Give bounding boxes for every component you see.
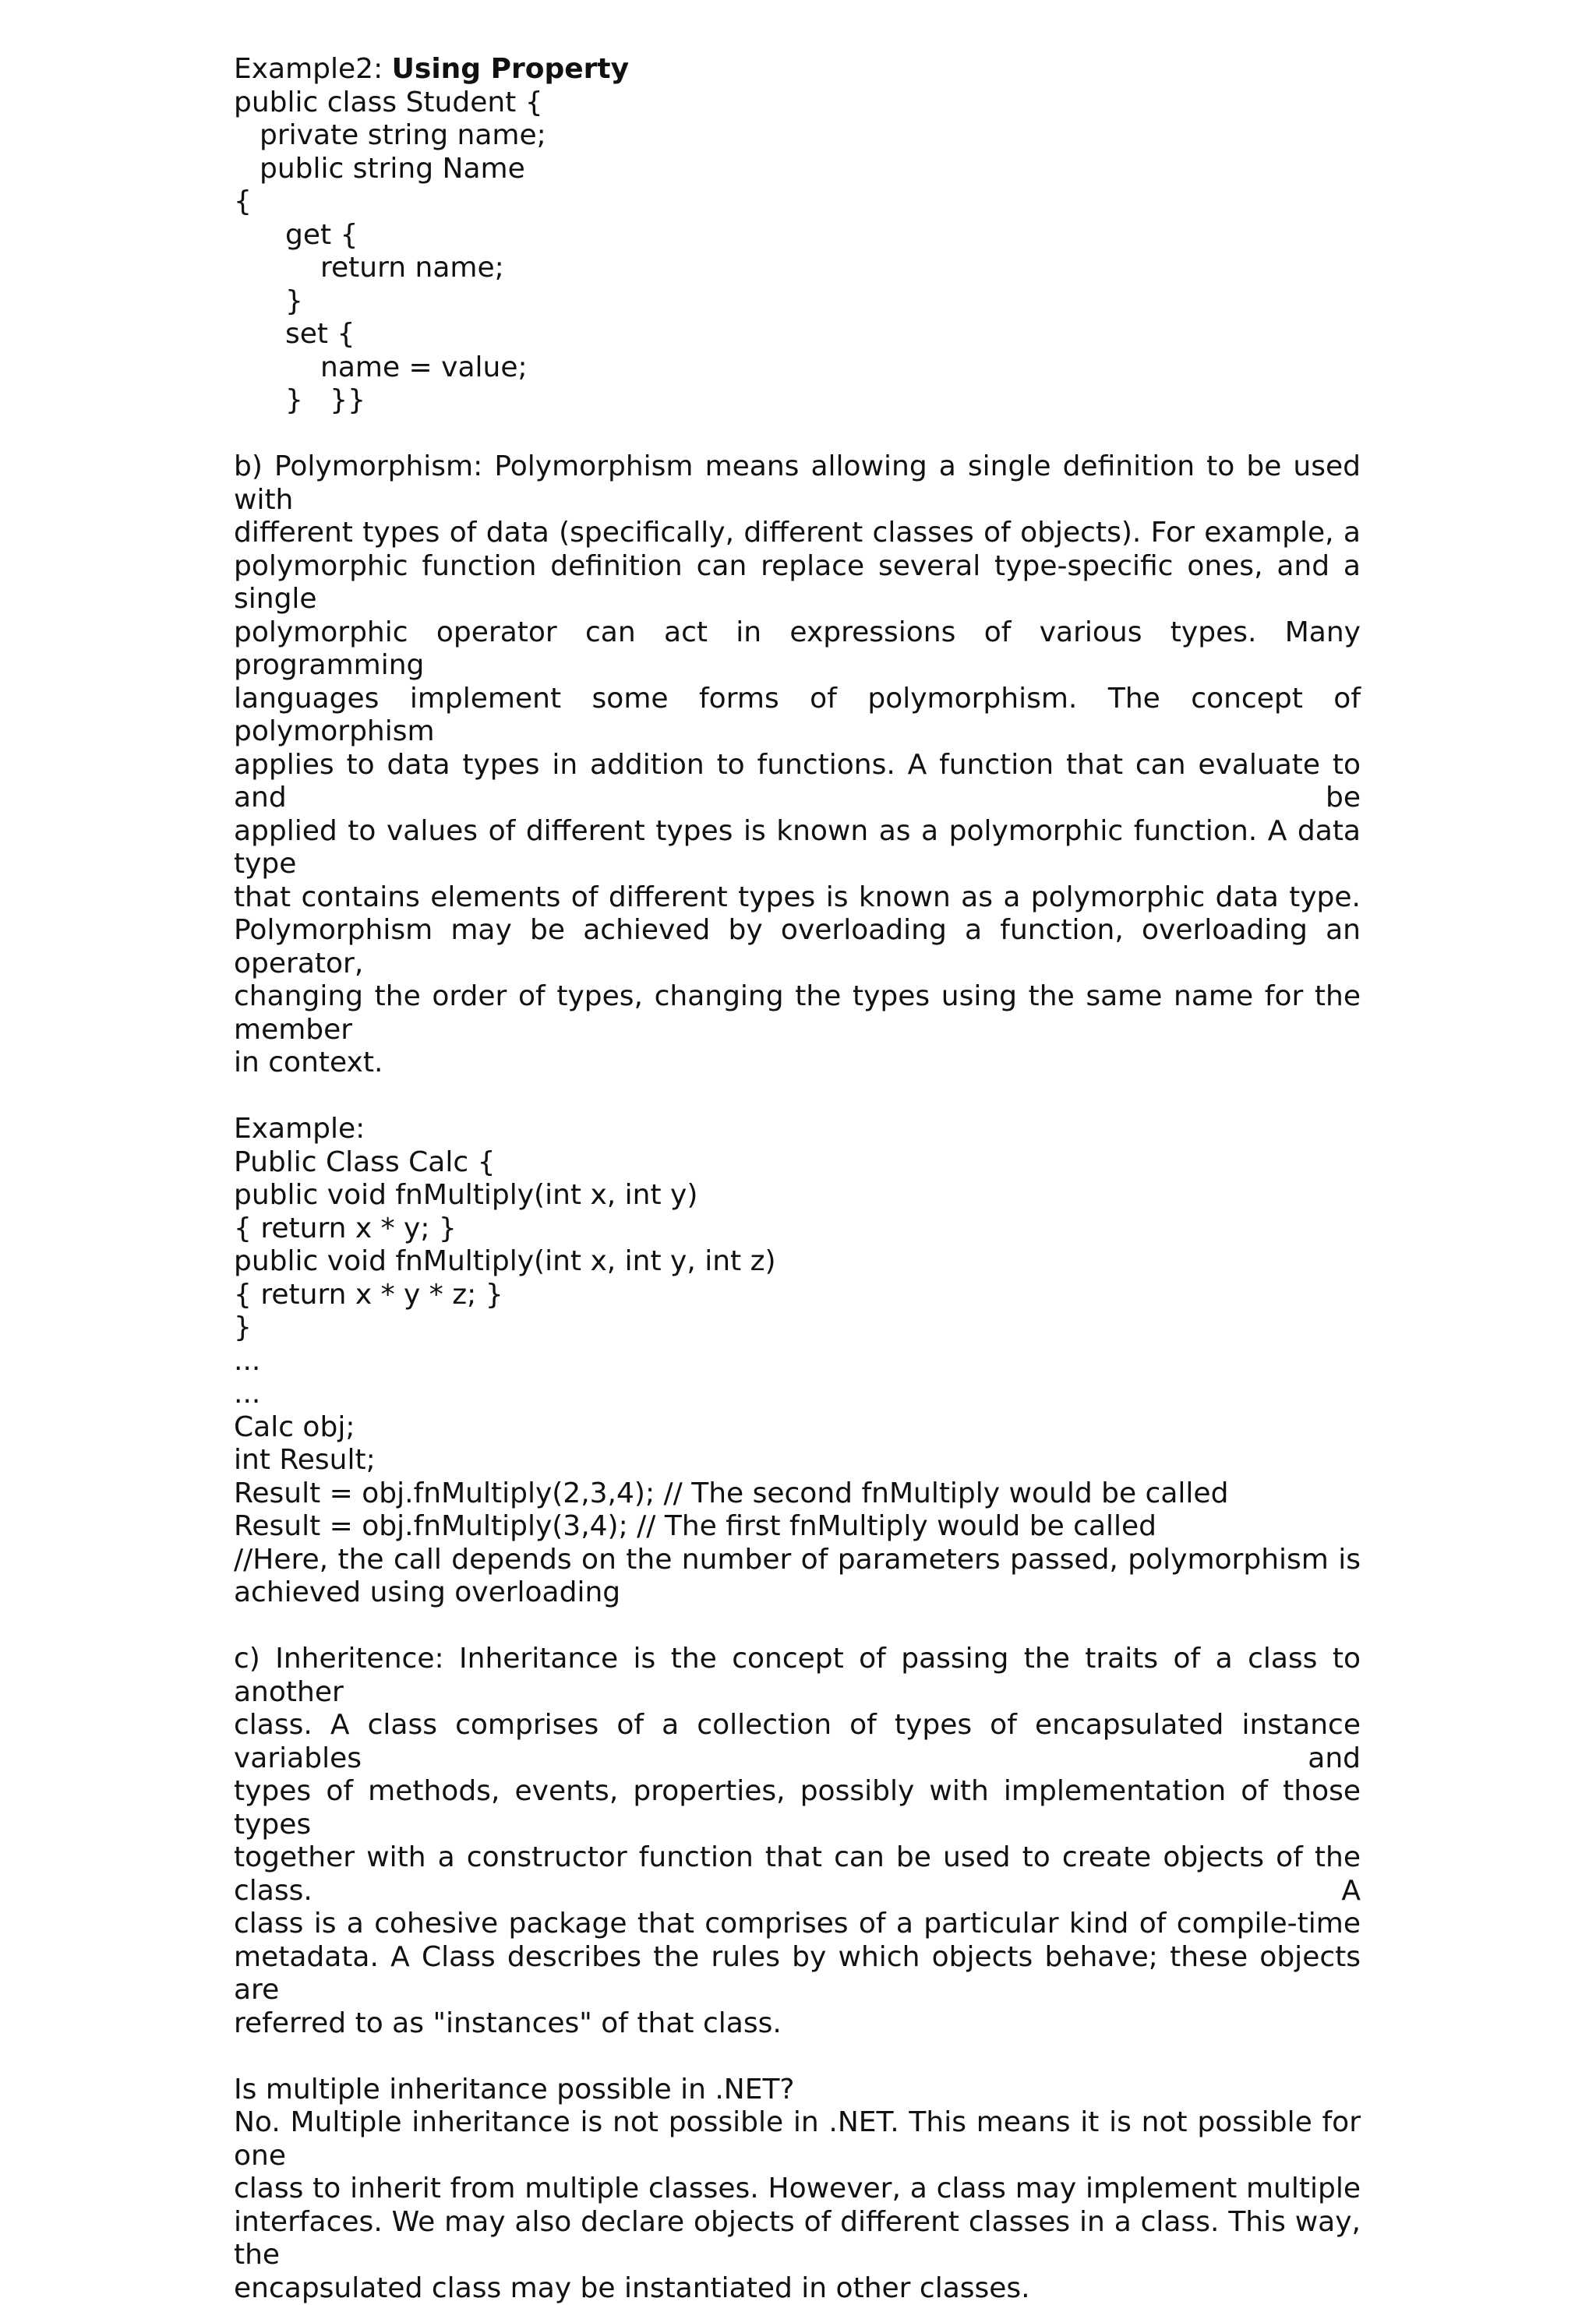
code-line: set { xyxy=(234,318,1361,351)
code-line: return name; xyxy=(234,252,1361,285)
code-line: } xyxy=(234,285,1361,319)
paragraph-line: No. Multiple inheritance is not possible in .NET. This means it is not possible for one xyxy=(234,2106,1361,2173)
question-line: Is multiple inheritance possible in .NET? xyxy=(234,2074,1361,2107)
example2-heading xyxy=(234,53,1361,86)
code-line: public class Student { xyxy=(234,86,1361,120)
code-line: get { xyxy=(234,219,1361,252)
code-line: } }} xyxy=(234,384,1361,418)
code-line: { return x * y; } xyxy=(234,1213,1361,1246)
code-line: ... xyxy=(234,1378,1361,1411)
paragraph-line: class. A class comprises of a collection of types of encapsulated instance variables and xyxy=(234,1709,1361,1775)
paragraph-line: referred to as "instances" of that class. xyxy=(234,2007,1361,2041)
code-line: Public Class Calc { xyxy=(234,1146,1361,1180)
paragraph-line: polymorphic function definition can replace several type-specific ones, and a single xyxy=(234,550,1361,616)
paragraph-line: class is a cohesive package that comprises of a particular kind of compile-time xyxy=(234,1908,1361,1941)
paragraph-line: changing the order of types, changing the types using the same name for the member xyxy=(234,980,1361,1047)
paragraph-line: applied to values of different types is known as a polymorphic function. A data type xyxy=(234,815,1361,881)
code-comment-line: achieved using overloading xyxy=(234,1576,1361,1610)
code-line: int Result; xyxy=(234,1444,1361,1477)
code-line: public void fnMultiply(int x, int y, int z) xyxy=(234,1245,1361,1279)
paragraph-gap xyxy=(234,418,1361,451)
paragraph-line: b) Polymorphism: Polymorphism means allowing a single definition to be used with xyxy=(234,450,1361,517)
paragraph-line: languages implement some forms of polymorphism. The concept of polymorphism xyxy=(234,683,1361,749)
code-line: private string name; xyxy=(234,119,1361,153)
paragraph-line: types of methods, events, properties, possibly with implementation of those types xyxy=(234,1775,1361,1841)
code-line: } xyxy=(234,1311,1361,1345)
paragraph-line: interfaces. We may also declare objects of different classes in a class. This way, the xyxy=(234,2206,1361,2272)
document-page xyxy=(234,53,1361,2305)
paragraph-line: Polymorphism may be achieved by overloading a function, overloading an operator, xyxy=(234,914,1361,980)
paragraph-gap xyxy=(234,2040,1361,2074)
paragraph-gap xyxy=(234,1080,1361,1114)
paragraph-line: encapsulated class may be instantiated in other classes. xyxy=(234,2272,1361,2305)
example2-label: Example2: xyxy=(234,53,392,85)
paragraph-line: applies to data types in addition to functions. A function that can evaluate to and be xyxy=(234,749,1361,815)
code-line: Example: xyxy=(234,1113,1361,1146)
paragraph-line: metadata. A Class describes the rules by which objects behave; these objects are xyxy=(234,1941,1361,2007)
paragraph-line: c) Inheritence: Inheritance is the concept of passing the traits of a class to another xyxy=(234,1643,1361,1709)
inheritence-paragraph xyxy=(234,1643,1361,2040)
multiple-inheritance-section xyxy=(234,2074,1361,2305)
code-line: public string Name xyxy=(234,153,1361,186)
code-line: { return x * y * z; } xyxy=(234,1279,1361,1312)
example-code-block xyxy=(234,1113,1361,1610)
code-line: ... xyxy=(234,1345,1361,1378)
code-line: Result = obj.fnMultiply(3,4); // The first fnMultiply would be called xyxy=(234,1510,1361,1544)
code-line: Result = obj.fnMultiply(2,3,4); // The second fnMultiply would be called xyxy=(234,1477,1361,1511)
paragraph-line: in context. xyxy=(234,1047,1361,1080)
code-line: name = value; xyxy=(234,351,1361,385)
paragraph-line: polymorphic operator can act in expressions of various types. Many programming xyxy=(234,616,1361,683)
paragraph-line: class to inherit from multiple classes. However, a class may implement multiple xyxy=(234,2173,1361,2206)
paragraph-gap xyxy=(234,1610,1361,1643)
polymorphism-paragraph xyxy=(234,450,1361,1080)
code-line: public void fnMultiply(int x, int y) xyxy=(234,1179,1361,1213)
paragraph-line: that contains elements of different types is known as a polymorphic data type. xyxy=(234,881,1361,915)
paragraph-line: together with a constructor function that can be used to create objects of the class. A xyxy=(234,1841,1361,1908)
code-line: Calc obj; xyxy=(234,1411,1361,1445)
code-comment-line: //Here, the call depends on the number of parameters passed, polymorphism is xyxy=(234,1544,1361,1577)
paragraph-line: different types of data (specifically, different classes of objects). For example, a xyxy=(234,517,1361,550)
example2-title: Using Property xyxy=(392,53,629,85)
code-line: { xyxy=(234,185,1361,219)
example2-code-block xyxy=(234,86,1361,418)
